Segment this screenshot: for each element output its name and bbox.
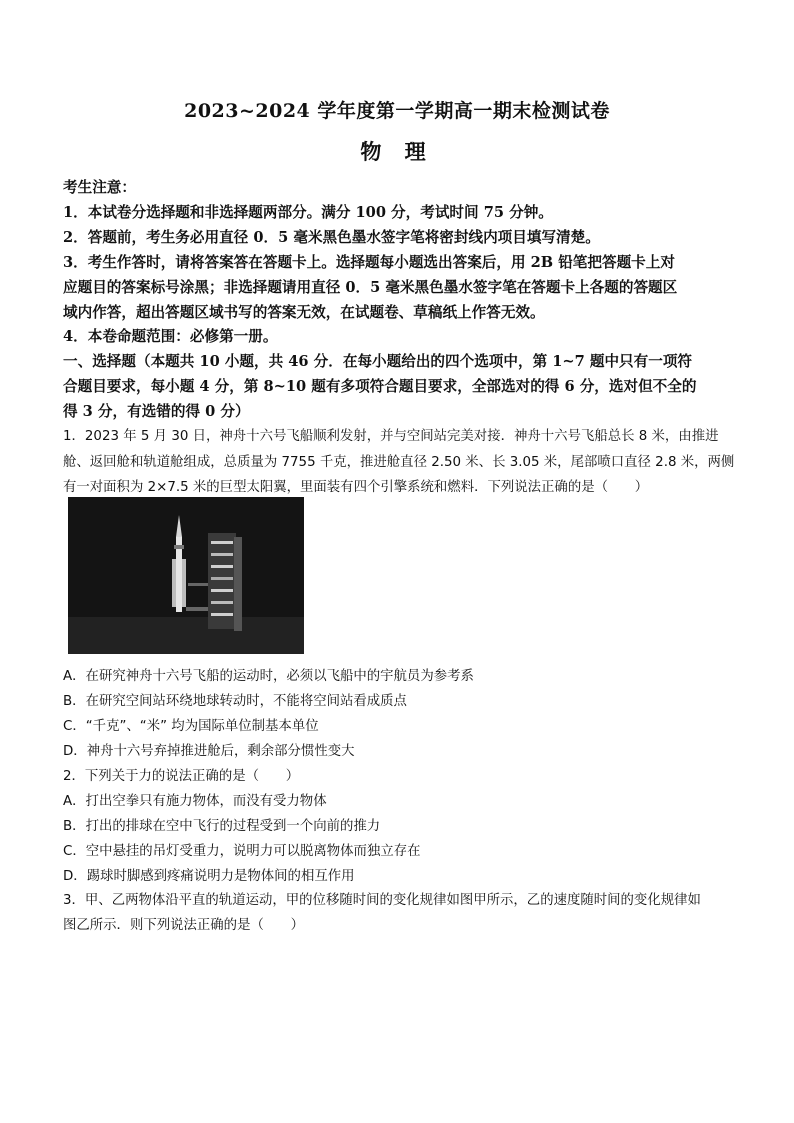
section-heading: 一、选择题（本题共 10 小题，共 46 分．在每小题给出的四个选项中，第 1~7 题中只有一项符 [63, 353, 693, 370]
q1-option-b: B．在研究空间站环绕地球转动时，不能将空间站看成质点 [63, 694, 407, 709]
notice-item: 3．考生作答时，请将答案答在答题卡上。选择题每小题选出答案后，用 2B 铅笔把答题卡上对 [63, 254, 675, 271]
q2-option-b: B．打出的排球在空中飞行的过程受到一个向前的推力 [63, 819, 381, 834]
notice-item: 应题目的答案标号涂黑；非选择题请用直径 0．5 毫米黑色墨水签字笔在答题卡上各题的答题区 [63, 279, 678, 296]
notice-item: 2．答题前，考生务必用直径 0．5 毫米黑色墨水签字笔将密封线内项目填写清楚。 [63, 229, 600, 246]
exam-title: 2023~2024 学年度第一学期高一期末检测试卷 [184, 100, 610, 122]
section-heading: 合题目要求，每小题 4 分，第 8~10 题有多项符合题目要求，全部选对的得 6 分，选对但不全的 [63, 378, 697, 395]
q1-option-d: D．神舟十六号弃掉推进舱后，剩余部分惯性变大 [63, 744, 355, 759]
subject-title: 物 理 [360, 139, 434, 164]
q1-stem: 1．2023 年 5 月 30 日，神舟十六号飞船顺利发射，并与空间站完美对接．神舟十六号飞船总长 8 米，由推进 [63, 429, 719, 444]
rocket-launch-photo [68, 497, 304, 654]
notice-item: 域内作答，超出答题区域书写的答案无效，在试题卷、草稿纸上作答无效。 [63, 304, 545, 321]
notice-heading: 考生注意： [63, 179, 136, 196]
q1-stem: 有一对面积为 2×7.5 米的巨型太阳翼，里面装有四个引擎系统和燃料．下列说法正确的是（ ） [63, 480, 649, 495]
q2-option-c: C．空中悬挂的吊灯受重力，说明力可以脱离物体而独立存在 [63, 844, 421, 859]
q1-stem: 舱、返回舱和轨道舱组成，总质量为 7755 千克，推进舱直径 2.50 米、长 3.05 米，尾部喷口直径 2.8 米，两侧 [63, 455, 735, 470]
q3-stem: 3．甲、乙两物体沿平直的轨道运动，甲的位移随时间的变化规律如图甲所示，乙的速度随时间的变化规律如 [63, 893, 701, 908]
q1-option-c: C．“千克”、“米” 均为国际单位制基本单位 [63, 719, 319, 734]
q3-stem: 图乙所示．则下列说法正确的是（ ） [63, 918, 305, 933]
section-heading: 得 3 分，有选错的得 0 分） [63, 403, 250, 420]
q2-option-a: A．打出空拳只有施力物体，而没有受力物体 [63, 794, 327, 809]
q1-option-a: A．在研究神舟十六号飞船的运动时，必须以飞船中的宇航员为参考系 [63, 669, 474, 684]
q2-stem: 2．下列关于力的说法正确的是（ ） [63, 769, 300, 784]
notice-item: 4．本卷命题范围：必修第一册。 [63, 328, 278, 345]
q2-option-d: D．踢球时脚感到疼痛说明力是物体间的相互作用 [63, 869, 355, 884]
notice-item: 1．本试卷分选择题和非选择题两部分。满分 100 分，考试时间 75 分钟。 [63, 204, 553, 221]
